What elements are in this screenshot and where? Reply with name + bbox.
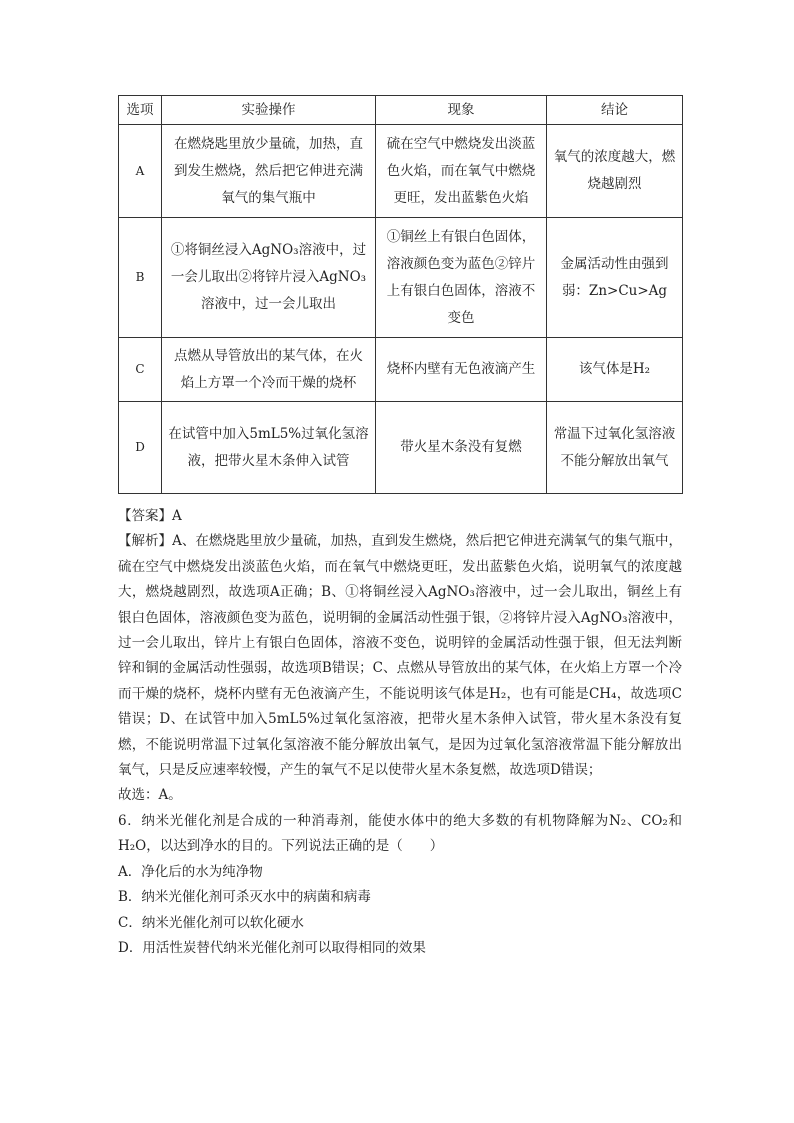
table-header-row: [119, 96, 683, 125]
row-phenomenon: 烧杯内壁有无色液滴产生: [376, 338, 547, 402]
table-row: [119, 402, 683, 494]
row-phenomenon: ①铜丝上有银白色固体，溶液颜色变为蓝色②锌片上有银白色固体，溶液不变色: [376, 218, 547, 338]
answer-line: 【答案】A: [118, 508, 182, 524]
row-option: A: [119, 125, 162, 218]
header-operation: 实验操作: [162, 96, 376, 125]
table-row: [119, 125, 683, 218]
row-operation: 在试管中加入5mL5%过氧化氢溶液，把带火星木条伸入试管: [162, 402, 376, 494]
selection-line: 故选：A。: [118, 787, 182, 804]
row-operation: 在燃烧匙里放少量硫，加热，直到发生燃烧，然后把它伸进充满氧气的集气瓶中: [162, 125, 376, 218]
row-option: B: [119, 218, 162, 338]
row-option: D: [119, 402, 162, 494]
row-conclusion: 常温下过氧化氢溶液不能分解放出氧气: [547, 402, 683, 494]
analysis-paragraph: 【解析】A、在燃烧匙里放少量硫，加热，直到发生燃烧，然后把它伸进充满氧气的集气瓶中，硫在空气中燃烧发出淡蓝色火焰，而在氧气中燃烧更旺，发出蓝紫色火焰，说明氧气的浓度越大，燃烧越剧烈，故选项A正确；B、①将铜丝浸入AgNO₃溶液中，过一会儿取出，铜丝上有银白色固体，溶液颜色变为蓝色，说明铜的金属活动性强于银，②将锌片浸入AgNO₃溶液中，过一会儿取出，锌片上有银白色固体，溶液不变色，说明锌的金属活动性强于银，但无法判断锌和铜的金属活动性强弱，故选项B错误；C、点燃从导管放出的某气体，在火焰上方罩一个冷而干燥的烧杯，烧杯内壁有无色液滴产生，不能说明该气体是H₂，也有可能是CH₄，故选项C错误；D、在试管中加入5mL5%过氧化氢溶液，把带火星木条伸入试管，带火星木条没有复燃，不能说明常温下过氧化氢溶液不能分解放出氧气，是因为过氧化氢溶液常温下能分解放出氧气，只是反应速率较慢，产生的氧气不足以使带火星木条复燃，故选项D错误；: [118, 533, 682, 779]
row-option: C: [119, 338, 162, 402]
row-operation: ①将铜丝浸入AgNO₃溶液中，过一会儿取出②将锌片浸入AgNO₃溶液中，过一会儿取出: [162, 218, 376, 338]
question-stem: 6．纳米光催化剂是合成的一种消毒剂，能使水体中的绝大多数的有机物降解为N₂、CO₂和H₂O，以达到净水的目的。下列说法正确的是（ ）: [118, 812, 682, 855]
question-option-a: A．净化后的水为纯净物: [118, 863, 263, 880]
row-operation: 点燃从导管放出的某气体，在火焰上方罩一个冷而干燥的烧杯: [162, 338, 376, 402]
row-phenomenon: 硫在空气中燃烧发出淡蓝色火焰，而在氧气中燃烧更旺，发出蓝紫色火焰: [376, 125, 547, 218]
row-phenomenon: 带火星木条没有复燃: [376, 402, 547, 494]
row-conclusion: 该气体是H₂: [547, 338, 683, 402]
header-phenomenon: 现象: [376, 96, 547, 125]
header-option: 选项: [119, 96, 162, 125]
solution-section: [118, 504, 682, 961]
row-conclusion: 金属活动性由强到弱：Zn>Cu>Ag: [547, 218, 683, 338]
table-row: [119, 338, 683, 402]
question-option-c: C．纳米光催化剂可以软化硬水: [118, 914, 304, 931]
question-option-d: D．用活性炭替代纳米光催化剂可以取得相同的效果: [118, 939, 426, 956]
experiment-table: [118, 95, 683, 494]
header-conclusion: 结论: [547, 96, 683, 125]
row-conclusion: 氧气的浓度越大，燃烧越剧烈: [547, 125, 683, 218]
table-row: [119, 218, 683, 338]
question-option-b: B．纳米光催化剂可杀灭水中的病菌和病毒: [118, 889, 371, 906]
